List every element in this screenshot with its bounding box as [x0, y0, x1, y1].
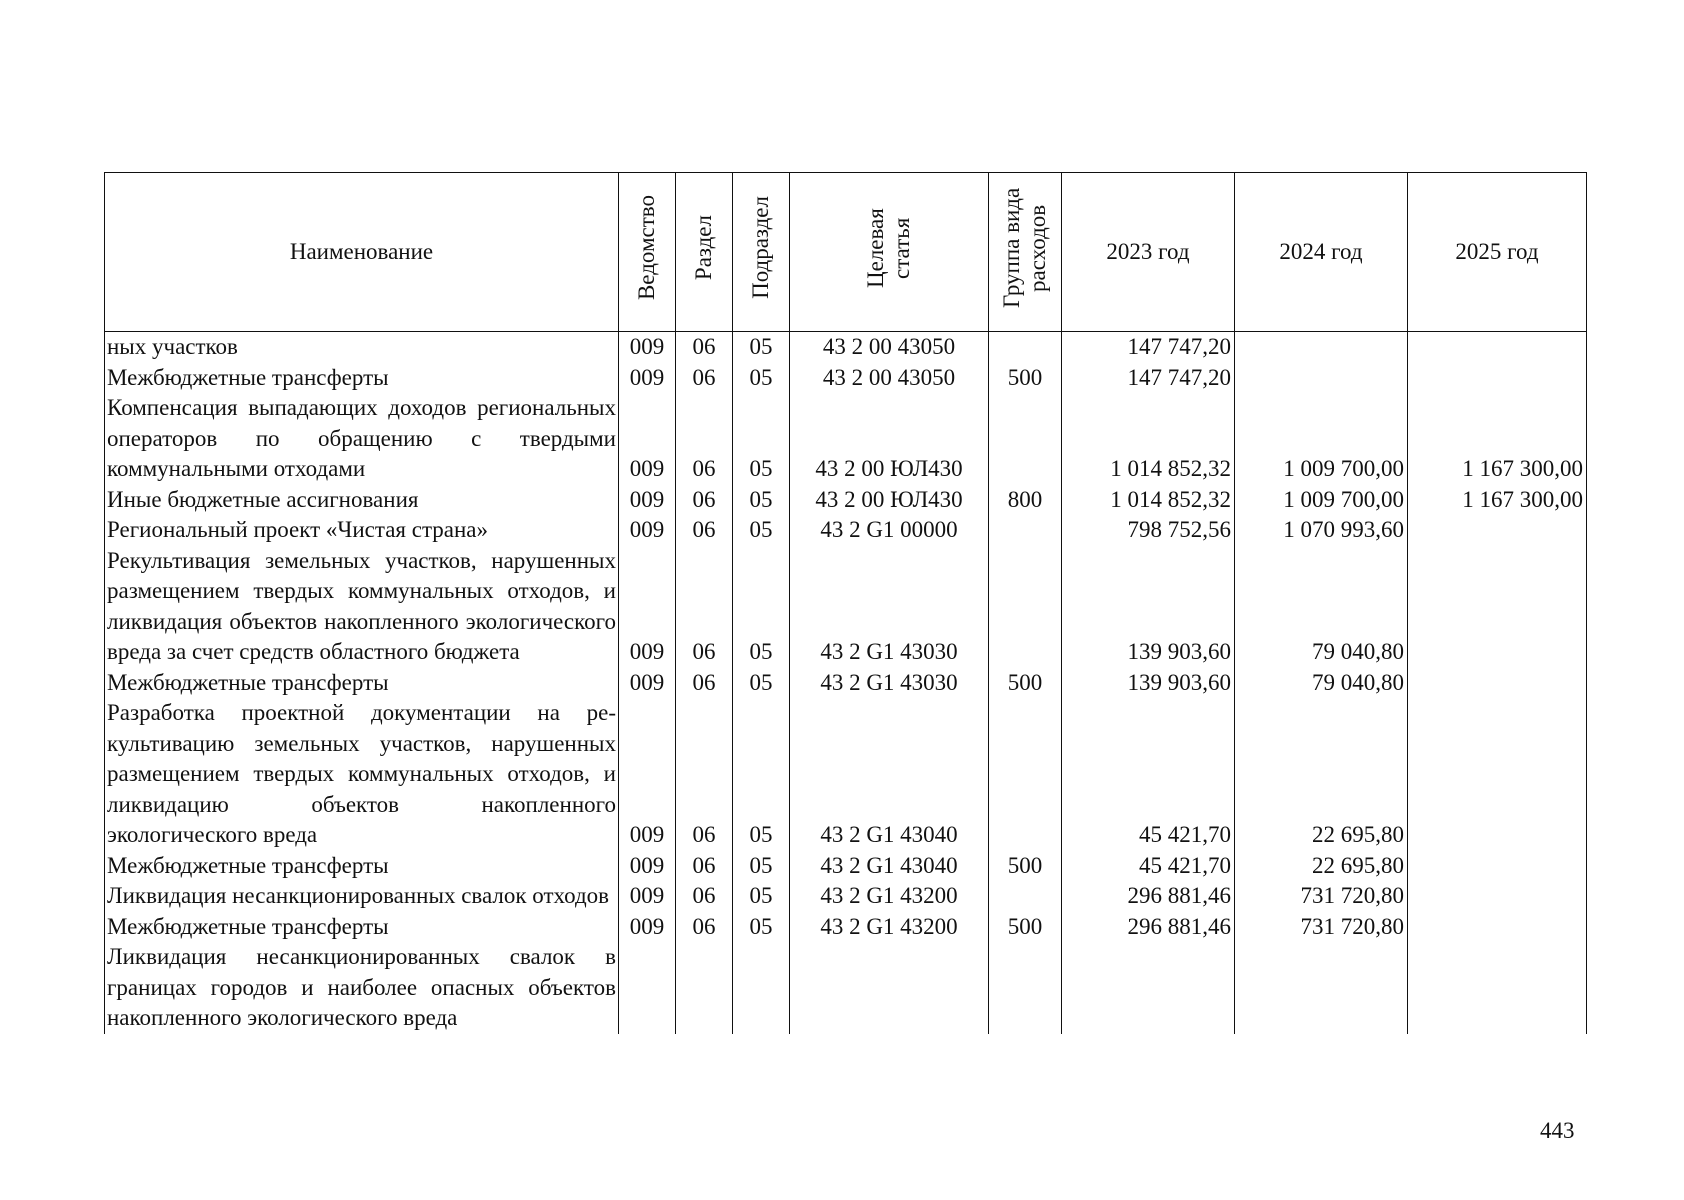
- cell-dept: 009: [619, 546, 676, 668]
- cell-name: Межбюджетные трансферты: [105, 851, 619, 882]
- cell-2024: 1 009 700,00: [1235, 485, 1408, 516]
- cell-subsection: 05: [733, 332, 790, 363]
- header-expense-group-label: Группа вида расходов: [999, 187, 1050, 308]
- cell-section: 06: [676, 912, 733, 943]
- header-dept: [619, 173, 676, 332]
- budget-table: [104, 172, 1587, 1034]
- header-dept-label: Ведомство: [634, 195, 659, 301]
- cell-expense-group: [989, 942, 1062, 1034]
- cell-2023: 45 421,70: [1062, 851, 1235, 882]
- cell-subsection: 05: [733, 698, 790, 851]
- cell-2024: 731 720,80: [1235, 881, 1408, 912]
- cell-expense-group: [989, 546, 1062, 668]
- cell-2023: 147 747,20: [1062, 332, 1235, 363]
- cell-2023: 798 752,56: [1062, 515, 1235, 546]
- cell-2024: 731 720,80: [1235, 912, 1408, 943]
- cell-dept: 009: [619, 515, 676, 546]
- cell-section: [676, 942, 733, 1034]
- table-row: [105, 942, 1587, 1034]
- cell-dept: 009: [619, 332, 676, 363]
- cell-section: 06: [676, 698, 733, 851]
- cell-2025: 1 167 300,00: [1408, 485, 1587, 516]
- cell-subsection: 05: [733, 393, 790, 485]
- cell-2023: 147 747,20: [1062, 363, 1235, 394]
- cell-subsection: 05: [733, 668, 790, 699]
- cell-section: 06: [676, 363, 733, 394]
- header-subsection-label: Подраздел: [748, 196, 773, 300]
- cell-target-article: 43 2 G1 43030: [790, 668, 989, 699]
- cell-2025: [1408, 363, 1587, 394]
- cell-target-article: 43 2 00 43050: [790, 363, 989, 394]
- cell-name: Ликвидация несанкционированных свалок отходов: [105, 881, 619, 912]
- cell-name: Межбюджетные трансферты: [105, 668, 619, 699]
- cell-2023: 139 903,60: [1062, 668, 1235, 699]
- table-row: [105, 912, 1587, 943]
- cell-2023: 296 881,46: [1062, 881, 1235, 912]
- cell-2025: [1408, 332, 1587, 363]
- header-subsection: [733, 173, 790, 332]
- cell-2025: 1 167 300,00: [1408, 393, 1587, 485]
- cell-expense-group: 500: [989, 912, 1062, 943]
- cell-name: Межбюджетные трансферты: [105, 912, 619, 943]
- cell-dept: 009: [619, 851, 676, 882]
- table-row: [105, 881, 1587, 912]
- cell-2023: [1062, 942, 1235, 1034]
- cell-name: Компенсация выпадающих доходов региональных операторов по обращению с твердыми коммунальными отходами: [105, 393, 619, 485]
- cell-2023: 1 014 852,32: [1062, 393, 1235, 485]
- cell-2023: 45 421,70: [1062, 698, 1235, 851]
- cell-section: 06: [676, 546, 733, 668]
- cell-2024: 22 695,80: [1235, 851, 1408, 882]
- header-2023: [1062, 173, 1235, 332]
- table-row: [105, 363, 1587, 394]
- table-row: [105, 515, 1587, 546]
- cell-2024: 1 009 700,00: [1235, 393, 1408, 485]
- cell-2023: 296 881,46: [1062, 912, 1235, 943]
- cell-dept: 009: [619, 698, 676, 851]
- cell-dept: 009: [619, 485, 676, 516]
- cell-2025: [1408, 515, 1587, 546]
- cell-2025: [1408, 546, 1587, 668]
- cell-2023: 1 014 852,32: [1062, 485, 1235, 516]
- cell-2023: 139 903,60: [1062, 546, 1235, 668]
- cell-dept: [619, 942, 676, 1034]
- cell-subsection: 05: [733, 912, 790, 943]
- header-expense-group: [989, 173, 1062, 332]
- cell-section: 06: [676, 851, 733, 882]
- cell-2025: [1408, 912, 1587, 943]
- cell-name: Региональный проект «Чистая страна»: [105, 515, 619, 546]
- cell-name: Рекультивация земельных участков, нарушенных размещением твердых коммунальных отходов, и ликвидация объектов накопленного экологического вреда за счет средств областного бюджета: [105, 546, 619, 668]
- cell-subsection: [733, 942, 790, 1034]
- header-row: [105, 173, 1587, 332]
- cell-subsection: 05: [733, 485, 790, 516]
- cell-target-article: 43 2 G1 43030: [790, 546, 989, 668]
- cell-target-article: 43 2 G1 43200: [790, 881, 989, 912]
- cell-subsection: 05: [733, 546, 790, 668]
- header-section: [676, 173, 733, 332]
- table-row: [105, 851, 1587, 882]
- cell-name: Ликвидация несанкционированных свалок в границах городов и наиболее опасных объектов накопленного экологического вреда: [105, 942, 619, 1034]
- table-row: [105, 698, 1587, 851]
- cell-section: 06: [676, 332, 733, 363]
- cell-dept: 009: [619, 668, 676, 699]
- cell-subsection: 05: [733, 881, 790, 912]
- table-row: [105, 668, 1587, 699]
- header-2024: [1235, 173, 1408, 332]
- cell-2024: 22 695,80: [1235, 698, 1408, 851]
- cell-2024: [1235, 332, 1408, 363]
- cell-2025: [1408, 698, 1587, 851]
- cell-target-article: 43 2 00 43050: [790, 332, 989, 363]
- table-row: [105, 393, 1587, 485]
- cell-section: 06: [676, 485, 733, 516]
- header-name: [105, 173, 619, 332]
- cell-dept: 009: [619, 363, 676, 394]
- header-2023-label: 2023 год: [1106, 238, 1190, 264]
- cell-expense-group: 800: [989, 485, 1062, 516]
- cell-expense-group: [989, 393, 1062, 485]
- cell-subsection: 05: [733, 363, 790, 394]
- cell-target-article: 43 2 G1 43200: [790, 912, 989, 943]
- cell-expense-group: [989, 332, 1062, 363]
- cell-subsection: 05: [733, 851, 790, 882]
- cell-name: Межбюджетные трансферты: [105, 363, 619, 394]
- header-name-label: Наименование: [289, 238, 434, 264]
- page-number: 443: [1540, 1118, 1575, 1143]
- cell-dept: 009: [619, 881, 676, 912]
- cell-2024: [1235, 942, 1408, 1034]
- table-body: [105, 332, 1587, 1034]
- cell-section: 06: [676, 668, 733, 699]
- cell-2025: [1408, 851, 1587, 882]
- cell-section: 06: [676, 881, 733, 912]
- cell-2024: [1235, 363, 1408, 394]
- cell-target-article: 43 2 G1 43040: [790, 851, 989, 882]
- cell-subsection: 05: [733, 515, 790, 546]
- cell-2024: 79 040,80: [1235, 546, 1408, 668]
- cell-expense-group: [989, 698, 1062, 851]
- cell-2025: [1408, 668, 1587, 699]
- cell-2024: 79 040,80: [1235, 668, 1408, 699]
- table-header: [105, 173, 1587, 332]
- cell-section: 06: [676, 515, 733, 546]
- cell-expense-group: [989, 881, 1062, 912]
- header-target-article-label: Целевая статья: [863, 207, 914, 288]
- table-row: [105, 546, 1587, 668]
- cell-target-article: 43 2 00 ЮЛ430: [790, 485, 989, 516]
- table-row: [105, 332, 1587, 363]
- table-row: [105, 485, 1587, 516]
- cell-target-article: 43 2 00 ЮЛ430: [790, 393, 989, 485]
- cell-expense-group: 500: [989, 668, 1062, 699]
- cell-name: Разработка проектной документации на рекультивацию земельных участков, нарушенных размещением твердых коммунальных отходов, и ликвидацию объектов накопленного экологического вреда: [105, 698, 619, 851]
- cell-dept: 009: [619, 393, 676, 485]
- header-target-article: [790, 173, 989, 332]
- header-2025: [1408, 173, 1587, 332]
- cell-target-article: [790, 942, 989, 1034]
- cell-expense-group: [989, 515, 1062, 546]
- cell-expense-group: 500: [989, 851, 1062, 882]
- cell-target-article: 43 2 G1 43040: [790, 698, 989, 851]
- cell-2025: [1408, 942, 1587, 1034]
- cell-expense-group: 500: [989, 363, 1062, 394]
- cell-2024: 1 070 993,60: [1235, 515, 1408, 546]
- cell-name: ных участков: [105, 332, 619, 363]
- cell-section: 06: [676, 393, 733, 485]
- cell-dept: 009: [619, 912, 676, 943]
- cell-2025: [1408, 881, 1587, 912]
- header-2025-label: 2025 год: [1455, 238, 1539, 264]
- cell-target-article: 43 2 G1 00000: [790, 515, 989, 546]
- header-section-label: Раздел: [691, 215, 716, 281]
- header-2024-label: 2024 год: [1279, 238, 1363, 264]
- cell-name: Иные бюджетные ассигнования: [105, 485, 619, 516]
